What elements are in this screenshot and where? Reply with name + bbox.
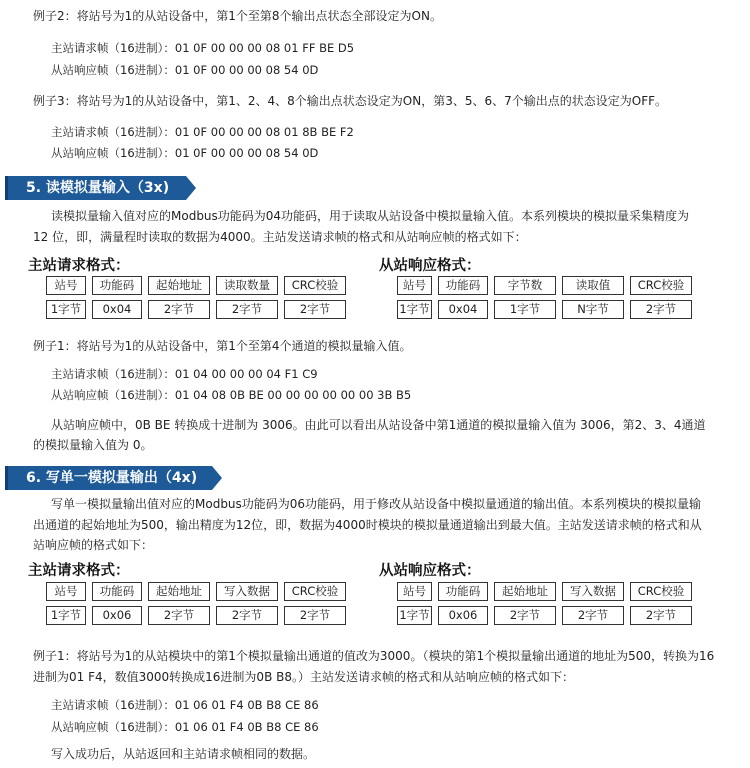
example-2-response xyxy=(51,62,318,78)
size-start-address: 2字节 xyxy=(494,606,556,625)
size-write-data: 2字节 xyxy=(562,606,624,625)
field-crc: CRC校验 xyxy=(630,582,692,601)
section-6-response-format-title: 从站响应格式： xyxy=(379,563,481,579)
request-label: 主站请求帧（16进制）： xyxy=(51,125,175,139)
section-6-example-1-line-1: 例子1：将站号为1的从站模块中的第1个模拟量输出通道的值改为3000。（模块的第1个模拟量输出通道的地址为500，转换为16 xyxy=(33,649,715,663)
size-station: 1字节 xyxy=(46,300,86,319)
section-6-response-format-headers xyxy=(397,582,692,601)
field-station: 站号 xyxy=(46,276,86,295)
field-read-count: 读取数量 xyxy=(216,276,278,295)
response-label: 从站响应帧（16进制）： xyxy=(51,388,175,402)
section-6-example-1-response xyxy=(51,719,319,735)
section-5-request-format-headers xyxy=(46,276,346,295)
field-function-code: 功能码 xyxy=(92,582,142,601)
size-crc: 2字节 xyxy=(630,300,692,319)
section-5-request-format-title: 主站请求格式： xyxy=(28,258,130,274)
field-crc: CRC校验 xyxy=(630,276,692,295)
size-crc: 2字节 xyxy=(284,606,346,625)
section-5-note-line-1: 从站响应帧中，0B BE 转换成十进制为 3006。由此可以看出从站设备中第1通道的模拟量输入值为 3006，第2、3、4通道 xyxy=(51,418,706,432)
section-6-example-1-line-2: 进制为01 F4，数值3000转换成16进制为0B B8。）主站发送请求帧的格式和从站响应帧的格式如下： xyxy=(33,670,574,684)
section-5-example-1-request xyxy=(51,366,318,382)
size-crc: 2字节 xyxy=(284,300,346,319)
size-read-count: 2字节 xyxy=(216,300,278,319)
example-2-text: 例子2：将站号为1的从站设备中，第1个至第8个输出点状态全部设定为ON。 xyxy=(33,9,442,23)
section-5-intro-line-1: 读模拟量输入值对应的Modbus功能码为04功能码，用于读取从站设备中模拟量输入值。本系列模块的模拟量采集精度为 xyxy=(51,209,690,223)
size-function-code: 0x04 xyxy=(438,300,488,319)
section-6-request-format-title: 主站请求格式： xyxy=(28,563,130,579)
field-write-data: 写入数据 xyxy=(562,582,624,601)
field-function-code: 功能码 xyxy=(438,276,488,295)
section-5-intro-line-2: 12 位，即，满量程时读取的数据为4000。主站发送请求帧的格式和从站响应帧的格式如下： xyxy=(33,230,527,244)
field-function-code: 功能码 xyxy=(92,276,142,295)
request-value: 01 04 00 00 00 04 F1 C9 xyxy=(174,367,318,381)
example-3-text: 例子3：将站号为1的从站设备中，第1、2、4、8个输出点状态设定为ON，第3、5、6、7个输出点的状态设定为OFF。 xyxy=(33,94,668,108)
field-start-address: 起始地址 xyxy=(494,582,556,601)
size-station: 1字节 xyxy=(46,606,86,625)
size-function-code: 0x04 xyxy=(92,300,142,319)
section-6-note: 写入成功后，从站返回和主站请求帧相同的数据。 xyxy=(51,747,316,761)
response-label: 从站响应帧（16进制）： xyxy=(51,146,175,160)
section-6-heading: 6. 写单一模拟量输出（4x) xyxy=(5,466,212,490)
response-label: 从站响应帧（16进制）： xyxy=(51,720,175,734)
section-5-response-format-title: 从站响应格式： xyxy=(379,258,481,274)
size-crc: 2字节 xyxy=(630,606,692,625)
section-6-request-format-headers xyxy=(46,582,346,601)
field-crc: CRC校验 xyxy=(284,276,346,295)
section-6-intro-line-1: 写单一模拟量输出值对应的Modbus功能码为06功能码，用于修改从站设备中模拟量通道的输出值。本系列模块的模拟量输 xyxy=(51,497,702,511)
section-5-heading: 5. 读模拟量输入（3x) xyxy=(5,176,186,200)
section-6-intro-line-2: 出通道的起始地址为500，输出精度为12位，即，数据为4000时模块的模拟量通道输出到最大值。主站发送请求帧的格式和从 xyxy=(33,518,702,532)
request-label: 主站请求帧（16进制）： xyxy=(51,41,175,55)
size-function-code: 0x06 xyxy=(438,606,488,625)
section-5-response-format-headers xyxy=(397,276,692,295)
response-value: 01 0F 00 00 00 08 54 0D xyxy=(174,63,319,77)
request-label: 主站请求帧（16进制）： xyxy=(51,367,175,381)
section-6-example-1-request xyxy=(51,697,319,713)
size-write-data: 2字节 xyxy=(216,606,278,625)
field-function-code: 功能码 xyxy=(438,582,488,601)
section-5-example-1-text: 例子1：将站号为1的从站设备中，第1个至第4个通道的模拟量输入值。 xyxy=(33,339,412,353)
section-5-request-format-sizes xyxy=(46,300,346,319)
section-5-note-line-2: 的模拟量输入值为 0。 xyxy=(33,438,153,452)
response-value: 01 0F 00 00 00 08 54 0D xyxy=(174,146,319,160)
field-read-value: 读取值 xyxy=(562,276,624,295)
section-5-response-format-sizes xyxy=(397,300,692,319)
size-read-value: N字节 xyxy=(562,300,624,319)
section-5-example-1-response xyxy=(51,387,411,403)
field-station: 站号 xyxy=(397,582,432,601)
request-value: 01 06 01 F4 0B B8 CE 86 xyxy=(174,698,319,712)
field-station: 站号 xyxy=(397,276,432,295)
size-station: 1字节 xyxy=(397,300,432,319)
size-function-code: 0x06 xyxy=(92,606,142,625)
field-start-address: 起始地址 xyxy=(148,276,210,295)
size-start-address: 2字节 xyxy=(148,300,210,319)
size-start-address: 2字节 xyxy=(148,606,210,625)
example-2-request xyxy=(51,40,354,56)
field-crc: CRC校验 xyxy=(284,582,346,601)
field-byte-count: 字节数 xyxy=(494,276,556,295)
request-value: 01 0F 00 00 00 08 01 8B BE F2 xyxy=(174,125,354,139)
field-start-address: 起始地址 xyxy=(148,582,210,601)
response-value: 01 06 01 F4 0B B8 CE 86 xyxy=(174,720,319,734)
size-byte-count: 1字节 xyxy=(494,300,556,319)
field-write-data: 写入数据 xyxy=(216,582,278,601)
section-6-response-format-sizes xyxy=(397,606,692,625)
response-label: 从站响应帧（16进制）： xyxy=(51,63,175,77)
request-label: 主站请求帧（16进制）： xyxy=(51,698,175,712)
example-3-request xyxy=(51,124,354,140)
size-station: 1字节 xyxy=(397,606,432,625)
section-6-intro-line-3: 站响应帧的格式如下： xyxy=(33,538,154,552)
field-station: 站号 xyxy=(46,582,86,601)
example-3-response xyxy=(51,145,318,161)
request-value: 01 0F 00 00 00 08 01 FF BE D5 xyxy=(174,41,355,55)
section-6-request-format-sizes xyxy=(46,606,346,625)
response-value: 01 04 08 0B BE 00 00 00 00 00 00 3B B5 xyxy=(174,388,412,402)
